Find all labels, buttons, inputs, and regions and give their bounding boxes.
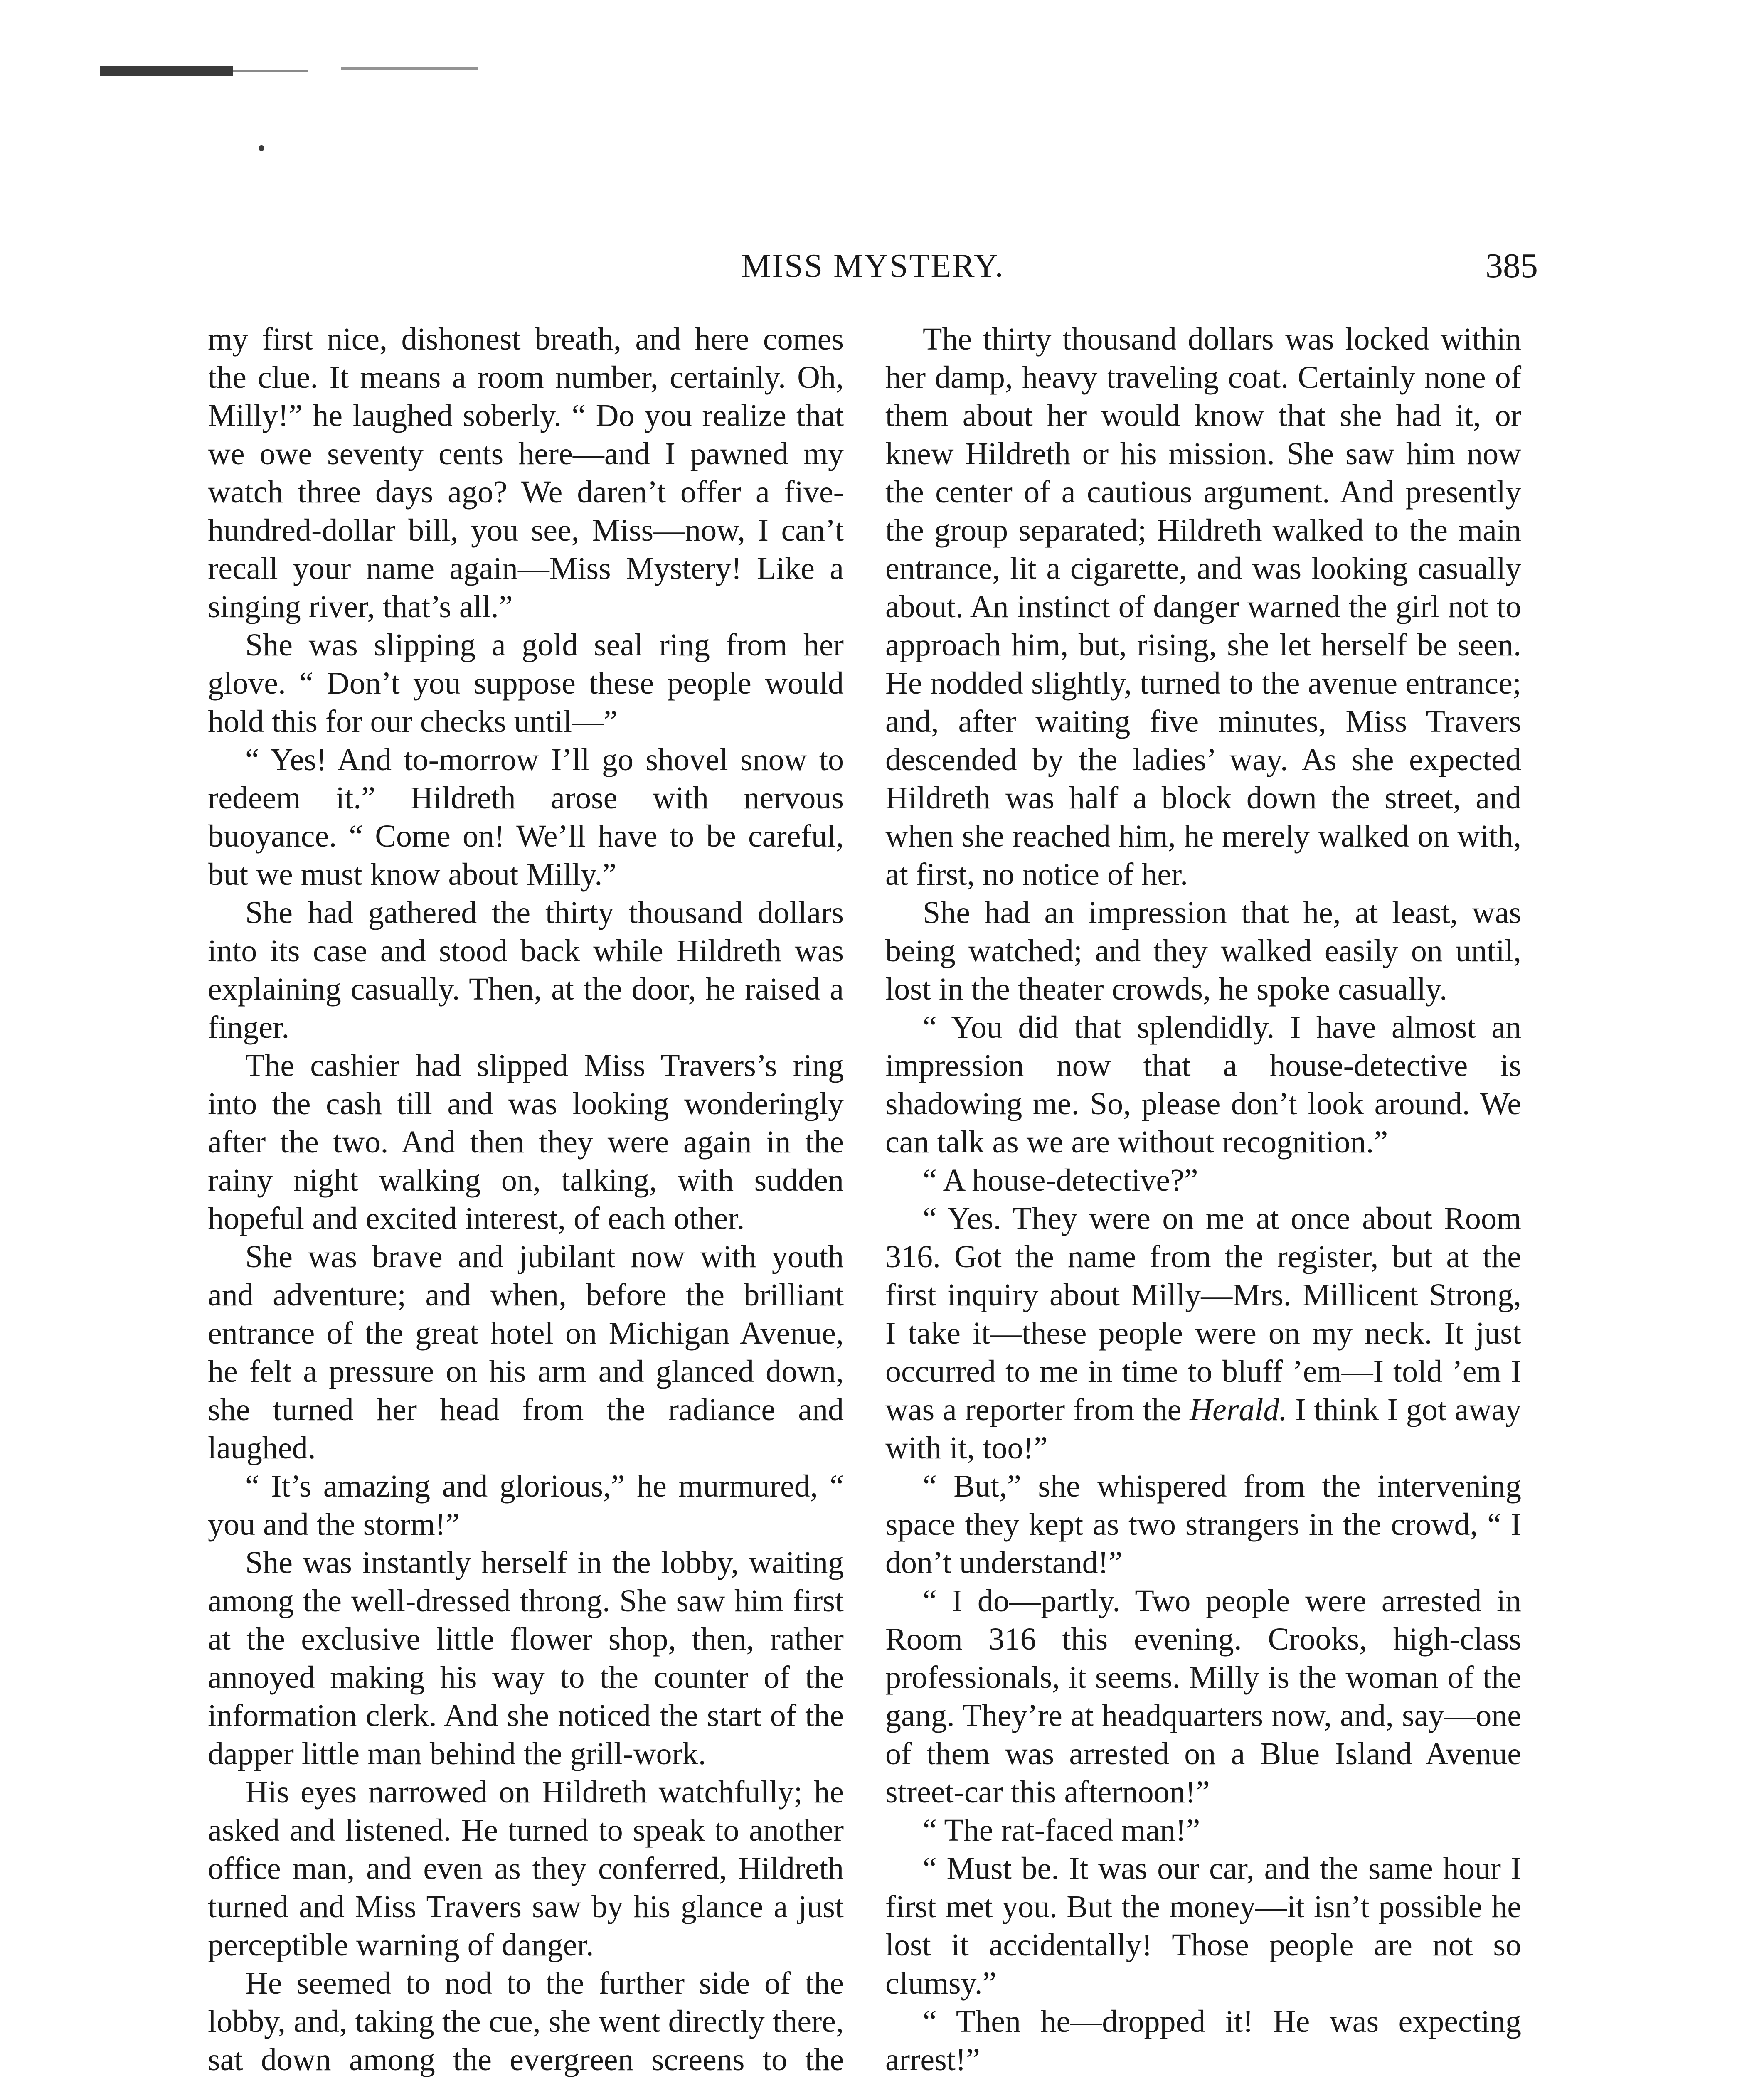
scan-artifact-line [100, 66, 233, 76]
scan-artifact-line [233, 70, 308, 72]
paragraph: “ It’s amazing and glorious,” he murmured, “ you and the storm!” [208, 1469, 844, 1542]
paragraph: “ The rat-faced man!” [923, 1813, 1200, 1848]
paragraph: His eyes narrowed on Hildreth watchfully; he asked and listened. He turned to speak to another office man, and even as they conferred, Hildreth turned and Miss Travers saw by his glance a just perceptible warning of danger. [208, 1775, 844, 1962]
paragraph: “ I do—partly. Two people were arrested in Room 316 this evening. Crooks, high-class professionals, it seems. Milly is the woman of the gang. They’re at headquarters now, and, say—one of them was arrested on a Blue Island Avenue street-car this afternoon!” [885, 1583, 1521, 1810]
paragraph: She was brave and jubilant now with youth and adventure; and when, before the brilliant entrance of the great hotel on Michigan Avenue, he felt a pressure on his arm and glanced down, she turned her head from the radiance and laughed. [208, 1239, 844, 1465]
paragraph: The thirty thousand dollars was locked within her damp, heavy traveling coat. Certainly none of them about her would know that she had it, or knew Hildreth or his mission. She saw him now the center of a cautious argument. And presently the group separated; Hildreth walked to the main entrance, lit a cigarette, and was looking casually about. An instinct of danger warned the girl not to approach him, but, rising, she let herself be seen. He nodded slightly, turned to the avenue entrance; and, after waiting five minutes, Miss Travers descended by the ladies’ way. As she expected Hildreth was half a block down the street, and when she reached him, he merely walked on with, at first, no notice of her. [885, 322, 1521, 892]
right-column [885, 320, 1521, 2078]
paragraph: He seemed to nod to the further side of the lobby, and, taking the cue, she went directly there, sat down among the evergreen screens to the [208, 1966, 844, 2077]
paragraph: The cashier had slipped Miss Travers’s ring into the cash till and was looking wonderingly after the two. And then they were again in the rainy night walking on, talking, with sudden hopeful and excited interest, of each other. [208, 1048, 844, 1236]
paragraph: “ A house-detective?” [923, 1163, 1198, 1198]
paragraph: She had an impression that he, at least, was being watched; and they walked easily on until, lost in the theater crowds, he spoke casually. [885, 895, 1521, 1007]
newspaper-name: Herald. [1190, 1392, 1287, 1427]
page-number: 385 [1486, 246, 1538, 285]
paragraph: “ But,” she whispered from the intervening space they kept as two strangers in the crowd, “ I don’t understand!” [885, 1469, 1521, 1580]
paragraph: She had gathered the thirty thousand dollars into its case and stood back while Hildreth was explaining casually. Then, at the door, he raised a finger. [208, 895, 844, 1045]
paragraph: “ You did that splendidly. I have almost an impression now that a house-detective is shadowing me. So, please don’t look around. We can talk as we are without recognition.” [885, 1010, 1521, 1160]
scan-artifact-line [341, 67, 478, 70]
paragraph: my first nice, dishonest breath, and here comes the clue. It means a room number, certainly. Oh, Milly!” he laughed soberly. “ Do you realize that we owe seventy cents here—and I pawned my watch three days ago? We daren’t offer a five-hundred-dollar bill, you see, Miss—now, I can’t recall your name again—Miss Mystery! Like a singing river, that’s all.” [208, 322, 844, 624]
paragraph: She was slipping a gold seal ring from her glove. “ Don’t you suppose these people would hold this for our checks until—” [208, 628, 844, 739]
left-column [208, 320, 844, 2078]
paragraph-text: I think I got away with it, too!” [885, 1392, 1522, 1465]
paragraph: “ Yes! And to-morrow I’ll go shovel snow to redeem it.” Hildreth arose with nervous buoyance. “ Come on! We’ll have to be careful, but we must know about Milly.” [208, 742, 844, 892]
paragraph-text: “ Yes. They were on me at once about Room 316. Got the name from the register, but at the first inquiry about Milly—Mrs. Millicent Strong, I take it—these people were on my neck. It just occurred to me in time to bluff ’em—I told ’em I was a reporter from the [885, 1201, 1521, 1427]
running-head: MISS MYSTERY. [741, 248, 1005, 284]
paragraph: “ Must be. It was our car, and the same hour I first met you. But the money—it isn’t possible he lost it accidentally! Those people are not so clumsy.” [885, 1851, 1521, 2001]
paragraph [885, 1199, 1521, 1467]
scan-artifact-dot [259, 145, 264, 151]
paragraph: “ Then he—dropped it! He was expecting arrest!” [885, 2004, 1521, 2077]
page-header [208, 243, 1538, 293]
paragraph: She was instantly herself in the lobby, waiting among the well-dressed throng. She saw him first at the exclusive little flower shop, then, rather annoyed making his way to the counter of the information clerk. And she noticed the start of the dapper little man behind the grill-work. [208, 1545, 844, 1771]
